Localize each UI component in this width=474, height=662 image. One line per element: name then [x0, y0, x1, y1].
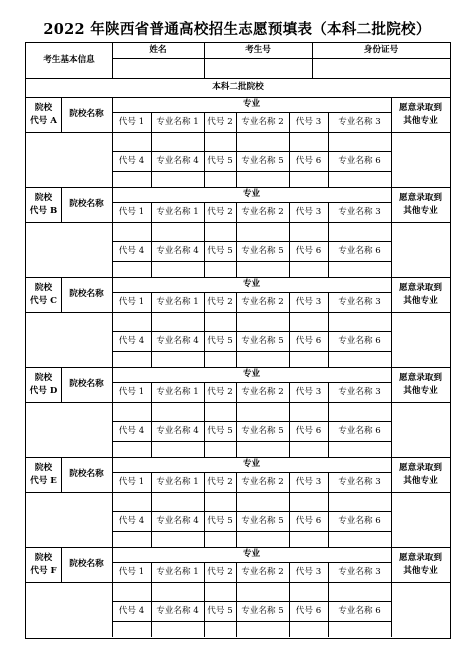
major-name-label: 专业名称 5: [241, 245, 284, 256]
major-name-label: 专业名称 2: [241, 116, 284, 127]
adjust-checkbox-field[interactable]: [391, 132, 450, 187]
major-code-label: 代号 5: [207, 155, 233, 166]
school-name-label: 院校名称: [69, 469, 104, 480]
major-code-field[interactable]: [204, 261, 236, 277]
major-name-label: 专业名称 5: [241, 155, 284, 166]
school-name-field[interactable]: [61, 582, 112, 637]
school-name-label: 院校名称: [69, 379, 104, 390]
major-name-label: 专业名称 6: [338, 335, 381, 346]
major-name-field[interactable]: [328, 402, 391, 421]
name-field[interactable]: [112, 58, 204, 78]
major-code-label: 代号 4: [118, 605, 145, 616]
major-name-field[interactable]: [151, 222, 204, 241]
major-name-label: 专业名称 3: [338, 386, 381, 397]
major-code-label: 代号 4: [118, 335, 145, 346]
major-code-label: 代号 6: [295, 605, 322, 616]
adjust-label: [391, 547, 450, 582]
major-name-field[interactable]: [328, 351, 391, 367]
major-name-field[interactable]: [328, 441, 391, 457]
adjust-label-line1: 愿意录取到: [399, 462, 442, 473]
school-code-label: [26, 547, 61, 582]
major-code-label: 代号 1: [118, 206, 145, 217]
major-code-field[interactable]: [204, 621, 236, 637]
major-name-label: 专业名称 2: [241, 566, 284, 577]
adjust-label: [391, 187, 450, 222]
major-code-label: 代号 2: [207, 296, 233, 307]
school-code-letter: 代号 D: [29, 385, 58, 396]
major-code-field[interactable]: [112, 312, 151, 331]
major-code-label: 代号 2: [207, 206, 233, 217]
major-code-field[interactable]: [204, 531, 236, 547]
major-code-field[interactable]: [204, 171, 236, 187]
adjust-label: [391, 277, 450, 312]
major-code-label: 代号 3: [295, 566, 322, 577]
major-name-field[interactable]: [328, 312, 391, 331]
major-name-field[interactable]: [151, 171, 204, 187]
major-code-field[interactable]: [112, 531, 151, 547]
major-name-field[interactable]: [328, 132, 391, 151]
adjust-label-line2: 其他专业: [403, 115, 438, 126]
id-number-label: 身份证号: [363, 45, 399, 56]
major-header: 专业: [242, 369, 261, 380]
major-name-field[interactable]: [151, 312, 204, 331]
major-code-field[interactable]: [289, 261, 328, 277]
major-name-field[interactable]: [151, 582, 204, 601]
major-name-field[interactable]: [151, 132, 204, 151]
major-code-label: 代号 3: [295, 386, 322, 397]
major-name-label: 专业名称 4: [156, 515, 199, 526]
major-code-label: 代号 6: [295, 425, 322, 436]
major-code-field[interactable]: [112, 402, 151, 421]
major-code-label: 代号 5: [207, 605, 233, 616]
major-name-label: 专业名称 6: [338, 515, 381, 526]
adjust-label-line1: 愿意录取到: [399, 552, 442, 563]
adjust-label-line1: 愿意录取到: [399, 192, 442, 203]
major-code-label: 代号 5: [207, 245, 233, 256]
major-code-field[interactable]: [289, 441, 328, 457]
major-header: 专业: [242, 99, 261, 110]
major-code-label: 代号 3: [295, 296, 322, 307]
major-code-field[interactable]: [204, 222, 236, 241]
major-code-label: 代号 5: [207, 425, 233, 436]
major-code-field[interactable]: [204, 492, 236, 511]
major-name-label: 专业名称 6: [338, 245, 381, 256]
major-code-field[interactable]: [289, 222, 328, 241]
school-code-label: [26, 277, 61, 312]
major-code-label: 代号 1: [118, 296, 145, 307]
major-code-label: 代号 5: [207, 335, 233, 346]
adjust-label-line1: 愿意录取到: [399, 282, 442, 293]
major-name-label: 专业名称 2: [241, 206, 284, 217]
adjust-label-line1: 愿意录取到: [399, 102, 442, 113]
volunteer-form: [25, 42, 451, 639]
adjust-label: [391, 367, 450, 402]
school-code-label: [26, 97, 61, 132]
major-name-label: 专业名称 5: [241, 515, 284, 526]
adjust-label: [391, 457, 450, 492]
school-code-letter: 代号 C: [29, 295, 58, 306]
school-name-field[interactable]: [61, 492, 112, 547]
adjust-checkbox-field[interactable]: [391, 222, 450, 277]
major-header: 专业: [242, 279, 261, 290]
school-code-label: [26, 367, 61, 402]
major-name-label: 专业名称 4: [156, 155, 199, 166]
major-code-label: 代号 4: [118, 515, 145, 526]
major-name-field[interactable]: [151, 441, 204, 457]
major-code-label: 代号 1: [118, 116, 145, 127]
major-name-label: 专业名称 1: [156, 476, 199, 487]
school-code-field[interactable]: [26, 582, 61, 637]
adjust-checkbox-field[interactable]: [391, 492, 450, 547]
adjust-label-line2: 其他专业: [403, 565, 438, 576]
major-code-field[interactable]: [204, 402, 236, 421]
adjust-checkbox-field[interactable]: [391, 582, 450, 637]
major-code-label: 代号 4: [118, 425, 145, 436]
major-code-field[interactable]: [112, 171, 151, 187]
major-name-field[interactable]: [236, 171, 289, 187]
school-code-field[interactable]: [26, 132, 61, 187]
major-name-label: 专业名称 1: [156, 296, 199, 307]
major-code-field[interactable]: [112, 132, 151, 151]
major-name-field[interactable]: [236, 261, 289, 277]
major-name-field[interactable]: [236, 222, 289, 241]
major-name-field[interactable]: [151, 351, 204, 367]
major-name-field[interactable]: [151, 531, 204, 547]
batch-header: 本科二批院校: [212, 82, 264, 93]
adjust-checkbox-field[interactable]: [391, 312, 450, 367]
major-name-label: 专业名称 4: [156, 425, 199, 436]
major-code-field[interactable]: [204, 312, 236, 331]
major-name-label: 专业名称 4: [156, 335, 199, 346]
major-code-field[interactable]: [112, 222, 151, 241]
major-name-label: 专业名称 6: [338, 425, 381, 436]
major-name-field[interactable]: [236, 351, 289, 367]
school-code-label: [26, 187, 61, 222]
school-code-prefix: 院校: [34, 462, 53, 473]
major-name-label: 专业名称 5: [241, 335, 284, 346]
school-code-prefix: 院校: [34, 102, 53, 113]
major-name-field[interactable]: [151, 402, 204, 421]
major-name-label: 专业名称 5: [241, 425, 284, 436]
school-name-field[interactable]: [61, 132, 112, 187]
major-name-field[interactable]: [328, 531, 391, 547]
major-name-label: 专业名称 3: [338, 566, 381, 577]
major-name-field[interactable]: [236, 531, 289, 547]
major-code-label: 代号 2: [207, 566, 233, 577]
id-number-field[interactable]: [312, 58, 450, 78]
major-code-label: 代号 6: [295, 335, 322, 346]
major-name-field[interactable]: [236, 132, 289, 151]
major-name-label: 专业名称 3: [338, 116, 381, 127]
major-name-field[interactable]: [328, 261, 391, 277]
major-code-field[interactable]: [204, 441, 236, 457]
major-name-field[interactable]: [236, 492, 289, 511]
major-name-label: 专业名称 6: [338, 155, 381, 166]
major-header: 专业: [242, 459, 261, 470]
school-code-prefix: 院校: [34, 552, 53, 563]
major-code-field[interactable]: [112, 621, 151, 637]
major-name-label: 专业名称 2: [241, 296, 284, 307]
adjust-checkbox-field[interactable]: [391, 402, 450, 457]
school-code-letter: 代号 E: [30, 475, 57, 486]
major-name-label: 专业名称 4: [156, 605, 199, 616]
major-code-label: 代号 4: [118, 245, 145, 256]
major-code-label: 代号 1: [118, 566, 145, 577]
school-code-field[interactable]: [26, 222, 61, 277]
major-name-label: 专业名称 1: [156, 116, 199, 127]
major-name-field[interactable]: [236, 441, 289, 457]
major-code-label: 代号 2: [207, 476, 233, 487]
adjust-label-line1: 愿意录取到: [399, 372, 442, 383]
school-code-letter: 代号 A: [30, 115, 57, 126]
adjust-label-line2: 其他专业: [403, 385, 438, 396]
major-code-field[interactable]: [112, 351, 151, 367]
school-name-label: 院校名称: [69, 199, 104, 210]
school-code-letter: 代号 F: [30, 565, 57, 576]
major-code-field[interactable]: [112, 582, 151, 601]
major-code-field[interactable]: [204, 582, 236, 601]
major-code-label: 代号 6: [295, 155, 322, 166]
major-code-field[interactable]: [289, 132, 328, 151]
major-code-field[interactable]: [289, 492, 328, 511]
major-name-field[interactable]: [236, 402, 289, 421]
major-code-field[interactable]: [289, 402, 328, 421]
major-name-label: 专业名称 6: [338, 605, 381, 616]
major-name-label: 专业名称 3: [338, 476, 381, 487]
major-code-field[interactable]: [289, 171, 328, 187]
major-code-field[interactable]: [289, 582, 328, 601]
major-name-label: 专业名称 1: [156, 566, 199, 577]
major-code-label: 代号 3: [295, 116, 322, 127]
major-name-label: 专业名称 3: [338, 296, 381, 307]
school-name-field[interactable]: [61, 222, 112, 277]
major-name-field[interactable]: [328, 222, 391, 241]
exam-number-label: 考生号: [245, 45, 271, 56]
form-title: 2022 年陕西省普通高校招生志愿预填表（本科二批院校）: [43, 21, 431, 38]
major-code-label: 代号 6: [295, 515, 322, 526]
major-code-label: 代号 3: [295, 476, 322, 487]
major-header: 专业: [242, 189, 261, 200]
major-name-label: 专业名称 1: [156, 206, 199, 217]
major-name-field[interactable]: [328, 582, 391, 601]
major-name-field[interactable]: [328, 492, 391, 511]
adjust-label: [391, 97, 450, 132]
school-name-label: 院校名称: [69, 109, 104, 120]
major-name-field[interactable]: [328, 171, 391, 187]
school-code-field[interactable]: [26, 492, 61, 547]
name-label: 姓名: [149, 45, 167, 56]
major-name-field[interactable]: [236, 582, 289, 601]
major-code-field[interactable]: [289, 621, 328, 637]
major-code-label: 代号 1: [118, 476, 145, 487]
school-code-prefix: 院校: [34, 282, 53, 293]
school-name-field[interactable]: [61, 312, 112, 367]
school-code-prefix: 院校: [34, 372, 53, 383]
basic-info-label: 考生基本信息: [43, 55, 95, 66]
major-code-label: 代号 3: [295, 206, 322, 217]
major-code-label: 代号 2: [207, 386, 233, 397]
major-code-field[interactable]: [204, 132, 236, 151]
major-name-field[interactable]: [151, 621, 204, 637]
major-name-field[interactable]: [328, 621, 391, 637]
major-name-label: 专业名称 2: [241, 386, 284, 397]
school-code-field[interactable]: [26, 402, 61, 457]
major-code-label: 代号 5: [207, 515, 233, 526]
adjust-label-line2: 其他专业: [403, 475, 438, 486]
major-name-label: 专业名称 5: [241, 605, 284, 616]
major-code-field[interactable]: [112, 492, 151, 511]
school-name-label: 院校名称: [69, 289, 104, 300]
school-name-label: 院校名称: [69, 559, 104, 570]
major-name-field[interactable]: [151, 261, 204, 277]
major-code-label: 代号 4: [118, 155, 145, 166]
major-code-field[interactable]: [112, 261, 151, 277]
major-name-label: 专业名称 2: [241, 476, 284, 487]
major-name-label: 专业名称 4: [156, 245, 199, 256]
school-code-label: [26, 457, 61, 492]
school-code-prefix: 院校: [34, 192, 53, 203]
major-name-label: 专业名称 3: [338, 206, 381, 217]
school-code-letter: 代号 B: [29, 205, 58, 216]
major-code-label: 代号 1: [118, 386, 145, 397]
major-code-field[interactable]: [289, 351, 328, 367]
school-code-field[interactable]: [26, 312, 61, 367]
major-code-label: 代号 6: [295, 245, 322, 256]
exam-number-field[interactable]: [204, 58, 312, 78]
major-name-field[interactable]: [151, 492, 204, 511]
adjust-label-line2: 其他专业: [403, 205, 438, 216]
major-name-label: 专业名称 1: [156, 386, 199, 397]
school-name-field[interactable]: [61, 402, 112, 457]
major-code-field[interactable]: [204, 351, 236, 367]
major-code-field[interactable]: [289, 312, 328, 331]
major-header: 专业: [242, 549, 261, 560]
major-name-field[interactable]: [236, 621, 289, 637]
major-name-field[interactable]: [236, 312, 289, 331]
adjust-label-line2: 其他专业: [403, 295, 438, 306]
major-code-label: 代号 2: [207, 116, 233, 127]
major-code-field[interactable]: [112, 441, 151, 457]
major-code-field[interactable]: [289, 531, 328, 547]
